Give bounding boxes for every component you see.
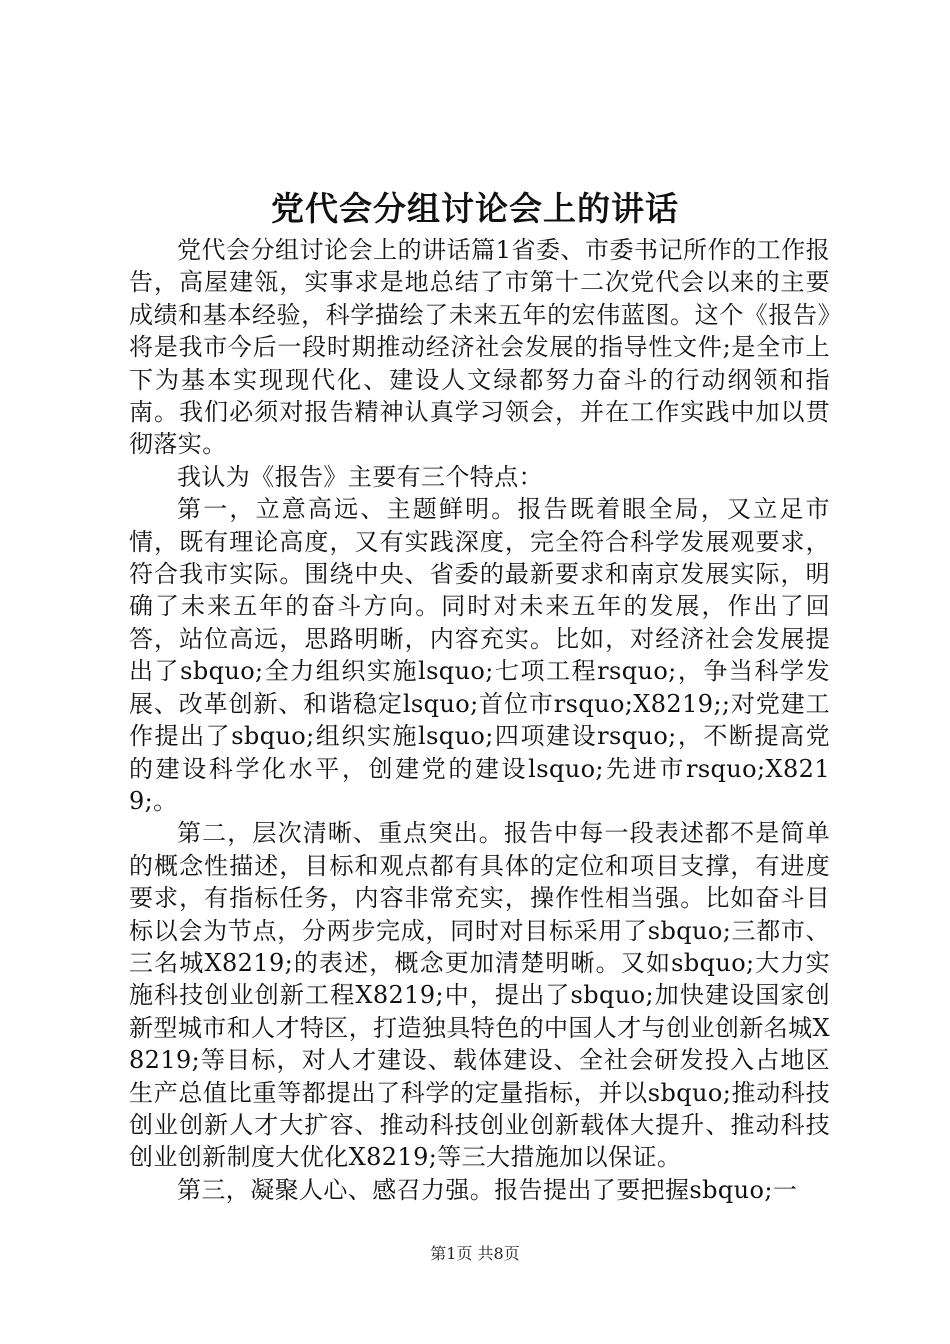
document-body <box>129 234 830 1206</box>
paragraph-features-lead: 我认为《报告》主要有三个特点： <box>177 462 543 491</box>
paragraph-feature-one: 第一，立意高远、主题鲜明。报告既着眼全局，又立足市情，既有理论高度，又有实践深度，完全符合科学发展观要求，符合我市实际。围绕中央、省委的最新要求和南京发展实际，明确了未来五年的奋斗方向。同时对未来五年的发展，作出了回答，站位高远，思路明晰，内容充实。比如，对经济社会发展提出了sbquo;全力组织实施lsquo;七项工程rsquo;，争当科学发展、改革创新、和谐稳定lsquo;首位市rsquo;X8219;;对党建工作提出了sbquo;组织实施lsquo;四项建设rsquo;，不断提高党的建设科学化水平，创建党的建设lsquo;先进市rsquo;X8219;。 <box>129 495 830 815</box>
paragraph-feature-three: 第三，凝聚人心、感召力强。报告提出了要把握sbquo;一 <box>177 1175 798 1204</box>
paragraph-intro: 党代会分组讨论会上的讲话篇1省委、市委书记所作的工作报告，高屋建瓴，实事求是地总结了市第十二次党代会以来的主要成绩和基本经验，科学描绘了未来五年的宏伟蓝图。这个《报告》将是我市今后一段时期推动经济社会发展的指导性文件;是全市上下为基本实现现代化、建设人文绿都努力奋斗的行动纲领和指南。我们必须对报告精神认真学习领会，并在工作实践中加以贯彻落实。 <box>129 236 830 459</box>
paragraph-feature-two: 第二，层次清晰、重点突出。报告中每一段表述都不是简单的概念性描述，目标和观点都有具体的定位和项目支撑，有进度要求，有指标任务，内容非常充实，操作性相当强。比如奋斗目标以会为节点，分两步完成，同时对目标采用了sbquo;三都市、三名城X8219;的表述，概念更加清楚明晰。又如sbquo;大力实施科技创业创新工程X8219;中，提出了sbquo;加快建设国家创新型城市和人才特区，打造独具特色的中国人才与创业创新名城X8219;等目标，对人才建设、载体建设、全社会研发投入占地区生产总值比重等都提出了科学的定量指标，并以sbquo;推动科技创业创新人才大扩容、推动科技创业创新载体大提升、推动科技创业创新制度大优化X8219;等三大措施加以保证。 <box>129 819 830 1172</box>
document-title: 党代会分组讨论会上的讲话 <box>271 189 679 228</box>
page-footer: 第1页 共8页 <box>430 1244 520 1263</box>
